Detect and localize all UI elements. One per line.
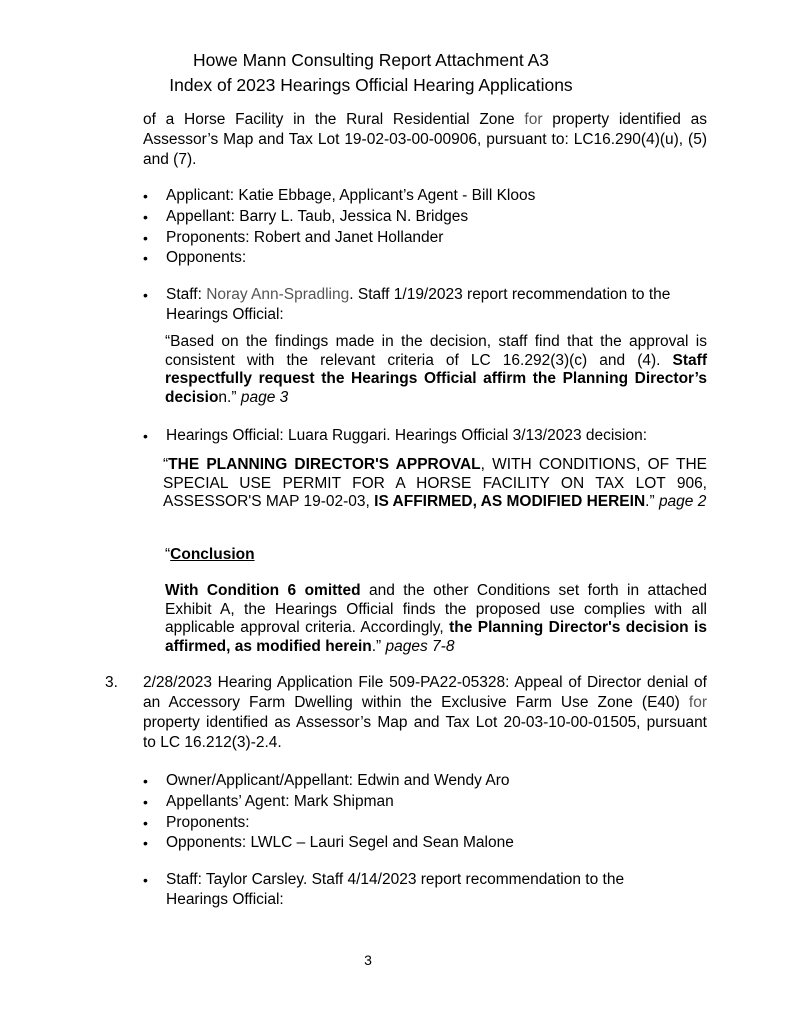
header-subtitle: Index of 2023 Hearings Official Hearing Applications bbox=[169, 75, 573, 95]
list-item: • Applicant: Katie Ebbage, Applicant’s Agent - Bill Kloos bbox=[143, 186, 707, 207]
ho-quote-text: , WITH CONDITIONS, OF THE SPECIAL USE PERMIT FOR A HORSE FACILITY ON TAX LOT 906, ASSESSOR'S MAP 19-02-03, bbox=[163, 456, 707, 510]
header-title: Howe Mann Consulting Report Attachment A3 bbox=[192, 50, 550, 70]
staff-quote-bold: Staff respectfully request the Hearings Official affirm the Planning Director’s decisio bbox=[165, 351, 707, 406]
staff-quote-text: “Based on the findings made in the decision, staff find that the approval is consistent with the relevant criteria of LC 16.292(3)(c) and (4). bbox=[165, 333, 707, 369]
item3-parties-list bbox=[143, 771, 707, 854]
list-item: • Opponents: LWLC – Lauri Segel and Sean Malone bbox=[143, 833, 707, 854]
item3-number: 3. bbox=[105, 674, 118, 691]
item2-description-text: of a Horse Facility in the Rural Residential Zone bbox=[143, 111, 525, 128]
item2-ho-line: • Hearings Official: Luara Ruggari. Hearings Official 3/13/2023 decision: bbox=[143, 426, 707, 447]
conclusion-open: “ bbox=[165, 546, 171, 563]
staff-quote-end: n.” bbox=[218, 388, 237, 406]
item2-staff-list bbox=[143, 285, 707, 325]
item2-ho-quote bbox=[163, 456, 707, 512]
staff-prefix: Staff: bbox=[166, 286, 207, 303]
item3-description-for: for bbox=[688, 694, 707, 711]
conclusion-bold-1: With Condition 6 omitted bbox=[165, 582, 361, 599]
ho-quote-close: .” bbox=[645, 493, 659, 510]
conclusion-text: and the other Conditions set forth in attached Exhibit A, the Hearings Official finds the proposed use complies with all applicable approval criteria. Accordingly, bbox=[165, 582, 707, 636]
item2-description bbox=[143, 110, 707, 170]
ho-quote-page: page 2 bbox=[658, 493, 707, 510]
staff-quote-page: page 3 bbox=[240, 388, 289, 406]
item2-staff-line bbox=[143, 285, 707, 325]
staff-suffix: . Staff 1/19/2023 report recommendation to the Hearings Official: bbox=[166, 286, 671, 323]
list-item: • Appellants’ Agent: Mark Shipman bbox=[143, 792, 707, 813]
conclusion-quote bbox=[165, 582, 707, 656]
item2-description-text-end: property identified as Assessor’s Map and Tax Lot 19-02-03-00-00906, pursuant to: LC16.290(4)(u), (5) and (7). bbox=[143, 111, 707, 168]
conclusion-heading-line bbox=[165, 546, 707, 565]
item3-description-text-end: property identified as Assessor’s Map and Tax Lot 20-03-10-00-01505, pursuant to LC 16.212(3)-2.4. bbox=[143, 714, 707, 751]
list-item: • Appellant: Barry L. Taub, Jessica N. Bridges bbox=[143, 207, 707, 228]
page-number: 3 bbox=[364, 952, 372, 968]
conclusion-page: pages 7-8 bbox=[385, 637, 455, 655]
item2-description-for: for bbox=[524, 111, 543, 128]
ho-quote-open: “ bbox=[163, 456, 169, 473]
item2-ho-list bbox=[143, 426, 707, 447]
conclusion-heading: Conclusion bbox=[170, 546, 255, 563]
ho-quote-bold-1: THE PLANNING DIRECTOR'S APPROVAL bbox=[168, 456, 481, 473]
conclusion-bold-2: the Planning Director's decision is affirmed, as modified herein bbox=[165, 619, 707, 655]
list-item: • Proponents: bbox=[143, 813, 707, 834]
ho-quote-bold-2: IS AFFIRMED, AS MODIFIED HEREIN bbox=[374, 493, 646, 510]
item3-staff-list bbox=[143, 870, 643, 910]
item3-entry bbox=[105, 673, 707, 753]
item2-staff-quote bbox=[165, 333, 707, 407]
list-item: • Proponents: Robert and Janet Hollander bbox=[143, 228, 707, 249]
list-item: • Opponents: bbox=[143, 248, 707, 269]
staff-name: Noray Ann-Spradling bbox=[206, 286, 350, 303]
item2-parties-list bbox=[143, 186, 707, 269]
page-header bbox=[0, 48, 800, 98]
item3-description-text: 2/28/2023 Hearing Application File 509-PA22-05328: Appeal of Director denial of an Accessory Farm Dwelling within the Exclusive Farm Use Zone (E40) bbox=[143, 674, 707, 711]
conclusion-close: .” bbox=[371, 637, 386, 655]
list-item: • Owner/Applicant/Appellant: Edwin and Wendy Aro bbox=[143, 771, 707, 792]
item3-description bbox=[143, 673, 707, 753]
item3-staff-line: • Staff: Taylor Carsley. Staff 4/14/2023 report recommendation to the Hearings Official: bbox=[143, 870, 643, 910]
